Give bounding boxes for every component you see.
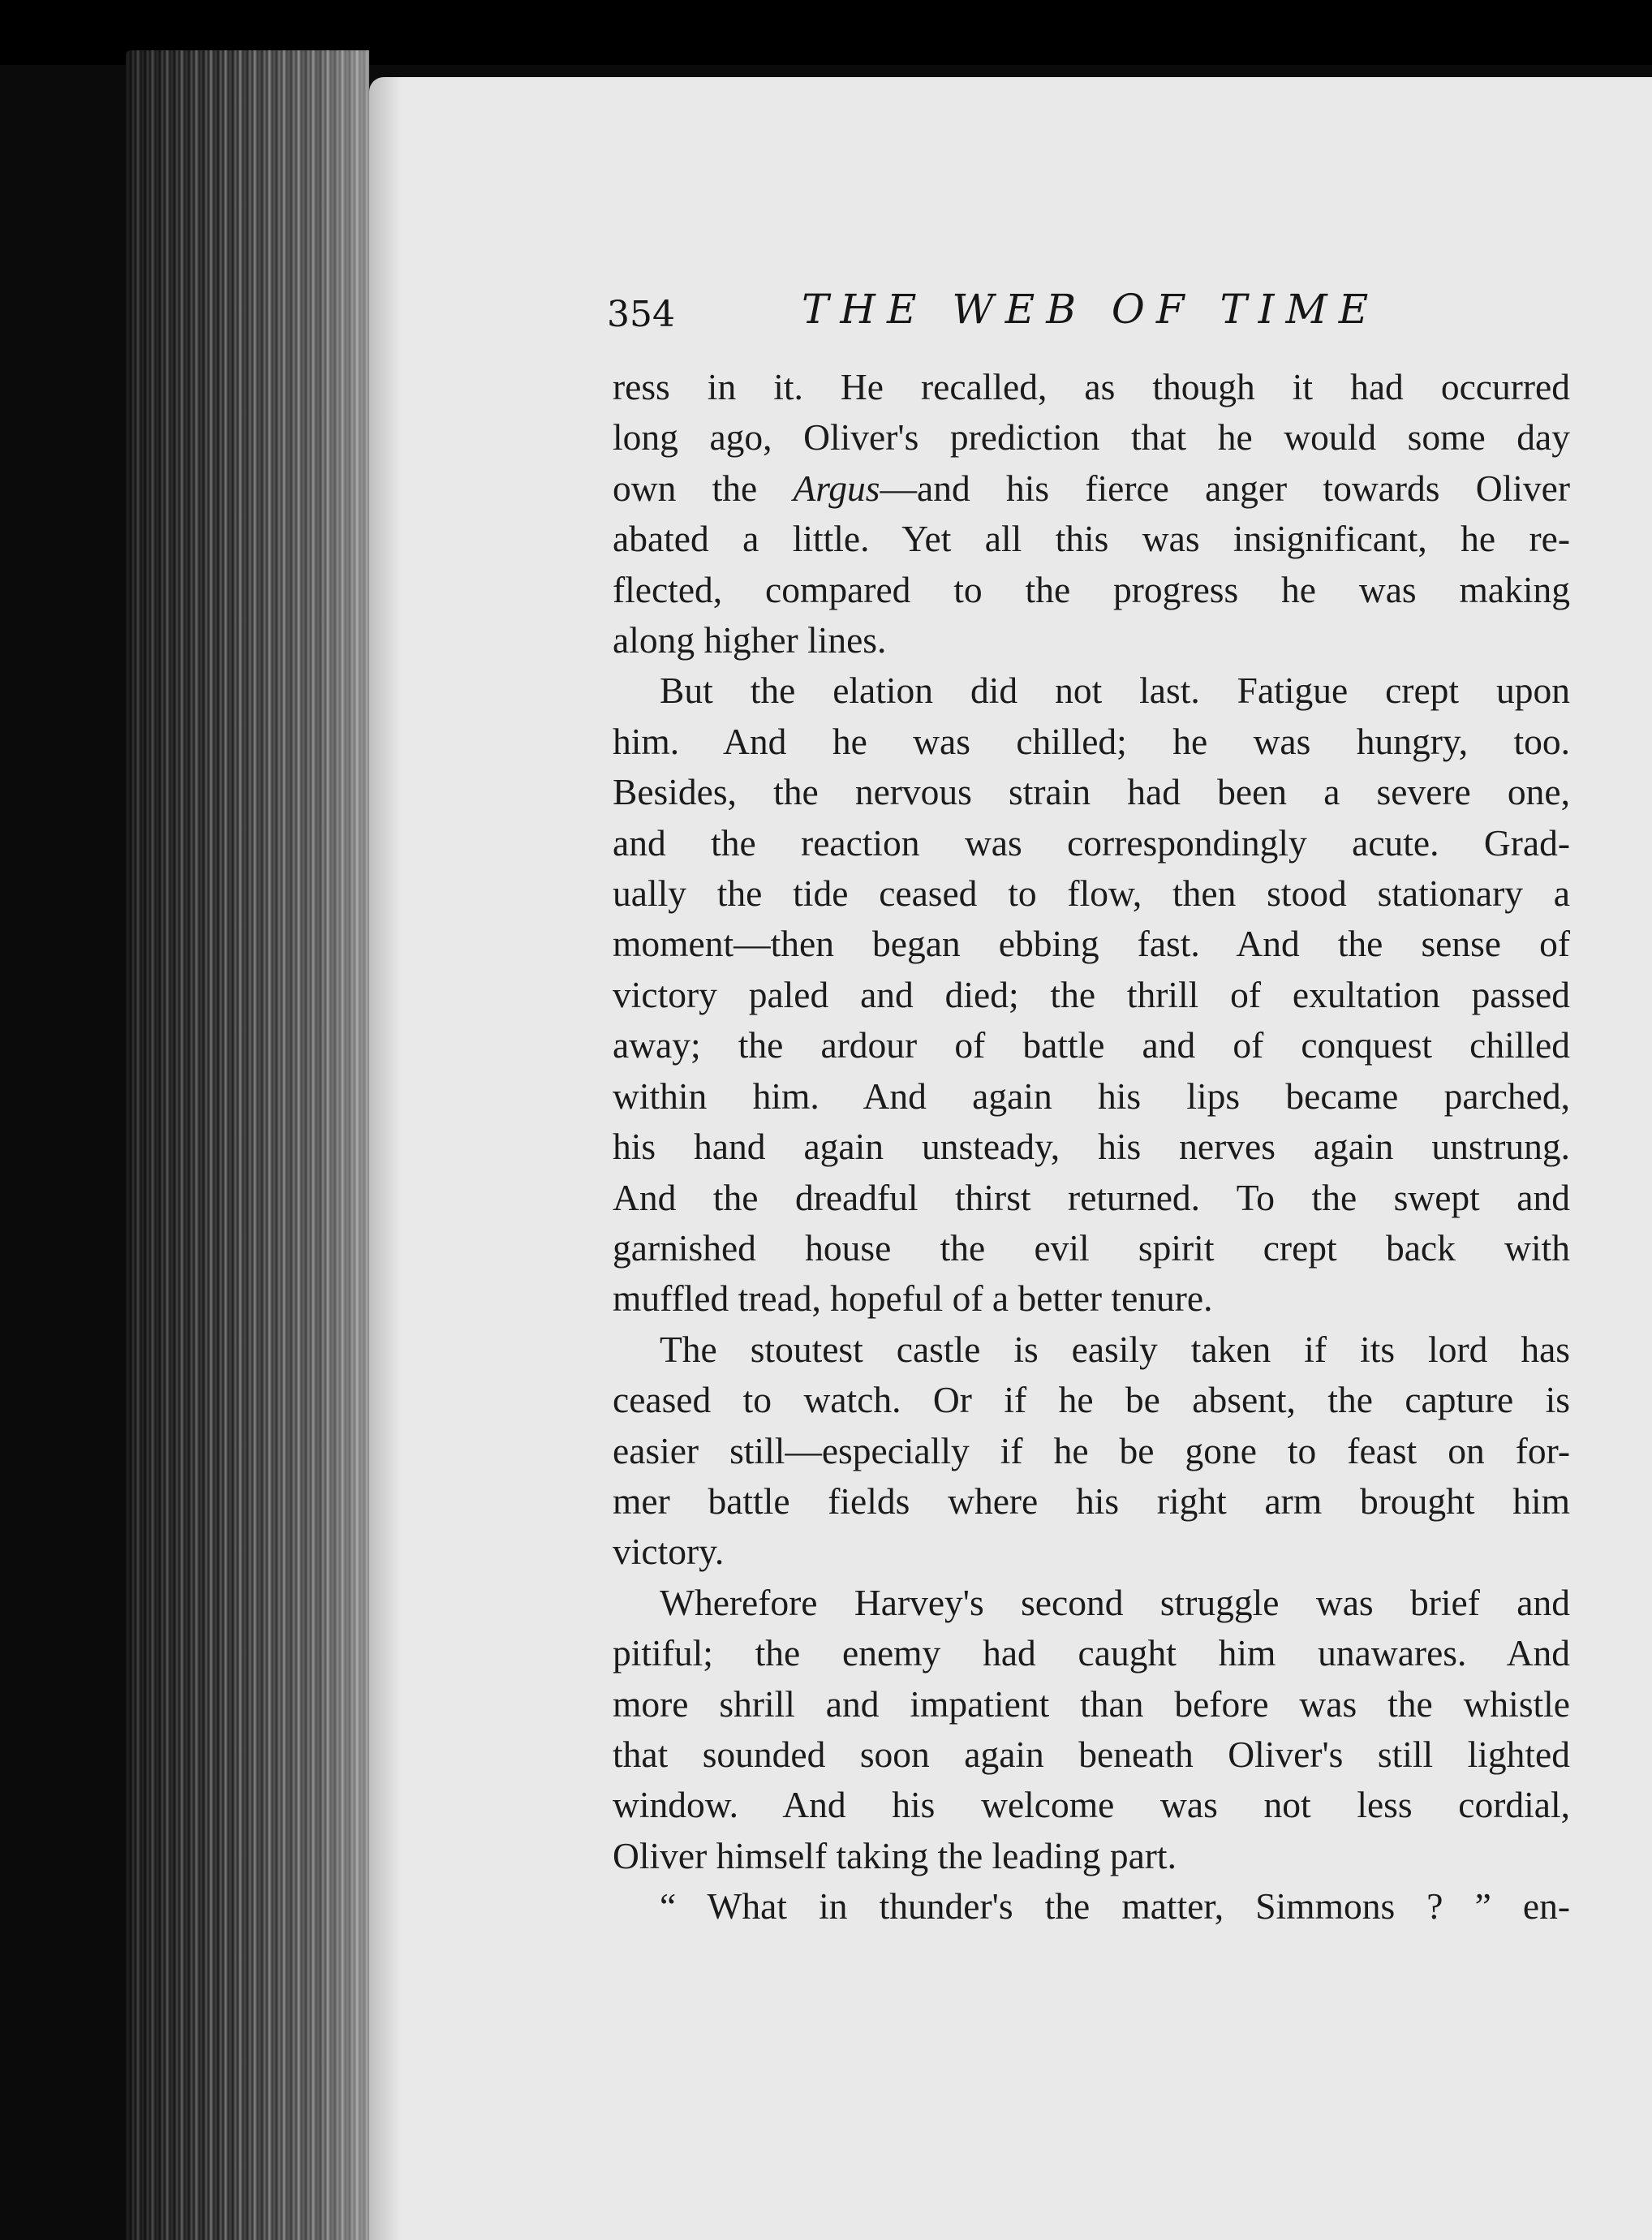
text-line: window. And his welcome was not less cordial, [613, 1784, 1570, 1826]
text-line: ceased to watch. Or if he be absent, the capture is [613, 1379, 1570, 1421]
text-line: Wherefore Harvey's second struggle was brief and [660, 1581, 1570, 1623]
text-line: Besides, the nervous strain had been a severe one, [613, 771, 1570, 813]
text-line: and the reaction was correspondingly acute. Grad- [613, 821, 1570, 864]
text-line: moment—then began ebbing fast. And the sense of [613, 923, 1570, 965]
text-line-segment: own the [613, 467, 794, 509]
text-line: easier still—especially if he be gone to feast on for- [613, 1429, 1570, 1471]
text-line: victory. [613, 1531, 725, 1573]
body-text [613, 362, 1570, 1932]
text-line-segment: —and his fierce anger towards Oliver [880, 467, 1570, 509]
text-line: victory paled and died; the thrill of exultation passed [613, 973, 1570, 1015]
text-line: Oliver himself taking the leading part. [613, 1834, 1177, 1876]
page-number: 354 [607, 294, 675, 335]
text-line: flected, compared to the progress he was making [613, 568, 1570, 610]
page-edges-shading [126, 50, 369, 2240]
text-line: along higher lines. [613, 619, 887, 661]
text-line: ually the tide ceased to flow, then stood stationary a [613, 872, 1570, 915]
book-title: THE WEB OF TIME [802, 286, 1380, 333]
text-line: that sounded soon again beneath Oliver's still lighted [613, 1733, 1570, 1775]
text-line: pitiful; the enemy had caught him unawares. And [613, 1632, 1570, 1674]
text-line: And the dreadful thirst returned. To the swept and [613, 1176, 1570, 1218]
text-line: ress in it. He recalled, as though it had occurred [613, 366, 1570, 407]
text-line: But the elation did not last. Fatigue crept upon [660, 670, 1570, 712]
text-line: muffled tread, hopeful of a better tenure. [613, 1277, 1213, 1320]
text-line: his hand again unsteady, his nerves again unstrung. [613, 1126, 1570, 1168]
text-line: within him. And again his lips became parched, [613, 1075, 1570, 1117]
gutter-shadow [369, 77, 402, 2240]
text-line [613, 463, 1570, 514]
text-line: The stoutest castle is easily taken if its lord has [660, 1328, 1570, 1370]
text-line: him. And he was chilled; he was hungry, too. [613, 720, 1570, 762]
text-line: away; the ardour of battle and of conquest chilled [613, 1024, 1570, 1066]
text-line: abated a little. Yet all this was insignificant, he re- [613, 518, 1570, 560]
italic-title: Argus [793, 467, 880, 509]
running-head [607, 282, 1572, 339]
text-line: more shrill and impatient than before was the whistle [613, 1682, 1570, 1725]
text-line: mer battle fields where his right arm brought him [613, 1480, 1570, 1522]
text-line: “ What in thunder's the matter, Simmons ? ” en- [660, 1885, 1570, 1928]
text-line: garnished house the evil spirit crept back with [613, 1226, 1570, 1269]
text-line: long ago, Oliver's prediction that he would some day [613, 416, 1570, 459]
